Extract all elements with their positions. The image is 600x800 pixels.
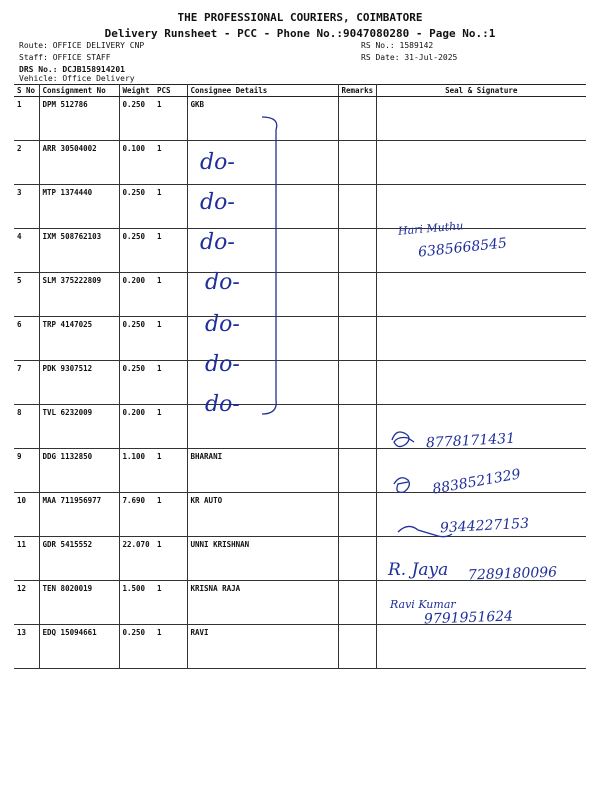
cell-consignment-no: SLM 375222809 <box>39 273 119 317</box>
runsheet-subtitle: Delivery Runsheet - PCC - Phone No.:9047080280 - Page No.:1 <box>104 27 496 40</box>
ditto-mark-row-8: do- <box>205 392 240 417</box>
cell-pcs: 1 <box>154 97 187 141</box>
cell-pcs: 1 <box>154 317 187 361</box>
cell-weight: 7.690 <box>119 493 154 537</box>
cell-consignment-no: IXM 508762103 <box>39 229 119 273</box>
cell-sno: 2 <box>14 141 39 185</box>
signature-phone-row-9: 8778171431 <box>425 430 516 452</box>
cell-pcs: 1 <box>154 405 187 449</box>
cell-sno: 9 <box>14 449 39 493</box>
cell-weight: 22.070 <box>119 537 154 581</box>
staff-text: Staff: OFFICE STAFF <box>19 53 111 62</box>
cell-consignee: UNNI KRISHNAN <box>187 537 338 581</box>
ditto-mark-row-2: do- <box>200 150 235 175</box>
cell-weight: 0.200 <box>119 405 154 449</box>
cell-sno: 10 <box>14 493 39 537</box>
cell-pcs: 1 <box>154 537 187 581</box>
cell-consignee: RAVI <box>187 625 338 669</box>
cell-consignee: KRISNA RAJA <box>187 581 338 625</box>
signature-scribble-10 <box>394 478 409 493</box>
cell-sno: 5 <box>14 273 39 317</box>
cell-sno: 1 <box>14 97 39 141</box>
cell-consignee: GKB <box>187 97 338 141</box>
signature-phone-row-10: 8838521329 <box>431 466 522 498</box>
cell-consignment-no: DPM 512786 <box>39 97 119 141</box>
signature-phone-row-11: 9344227153 <box>439 515 530 537</box>
cell-weight: 0.250 <box>119 317 154 361</box>
signature-name-row-13: Ravi Kumar <box>390 598 456 611</box>
cell-sno: 8 <box>14 405 39 449</box>
cell-consignment-no: TEN 8020019 <box>39 581 119 625</box>
cell-weight: 0.100 <box>119 141 154 185</box>
cell-consignment-no: PDK 9307512 <box>39 361 119 405</box>
cell-pcs: 1 <box>154 141 187 185</box>
cell-sno: 13 <box>14 625 39 669</box>
cell-consignment-no: TVL 6232009 <box>39 405 119 449</box>
cell-sno: 3 <box>14 185 39 229</box>
signature-phone-row-4: 6385668545 <box>417 235 508 261</box>
page-title: THE PROFESSIONAL COURIERS, COIMBATORE <box>177 11 423 24</box>
cell-consignment-no: MTP 1374440 <box>39 185 119 229</box>
cell-pcs: 1 <box>154 229 187 273</box>
col-header-signature: Seal & Signature <box>376 85 586 97</box>
ditto-bracket <box>262 117 277 414</box>
cell-pcs: 1 <box>154 273 187 317</box>
cell-sno: 12 <box>14 581 39 625</box>
cell-pcs: 1 <box>154 361 187 405</box>
cell-consignment-no: ARR 30504002 <box>39 141 119 185</box>
signature-name-row-4: Hari Muthu <box>397 219 464 238</box>
cell-weight: 1.500 <box>119 581 154 625</box>
col-header-remarks: Remarks <box>338 85 376 97</box>
cell-weight: 1.100 <box>119 449 154 493</box>
ditto-mark-row-6: do- <box>205 312 240 337</box>
cell-consignment-no: TRP 4147025 <box>39 317 119 361</box>
cell-weight: 0.250 <box>119 229 154 273</box>
cell-weight: 0.200 <box>119 273 154 317</box>
cell-sno: 4 <box>14 229 39 273</box>
ditto-mark-row-4: do- <box>200 230 235 255</box>
cell-consignment-no: EDQ 15094661 <box>39 625 119 669</box>
cell-pcs: 1 <box>154 449 187 493</box>
cell-weight: 0.250 <box>119 97 154 141</box>
ditto-mark-row-5: do- <box>205 270 240 295</box>
rs-date: RS Date: 31-Jul-2025 <box>361 53 458 62</box>
signature-phone-row-12: 7289180096 <box>467 564 558 584</box>
cell-pcs: 1 <box>154 493 187 537</box>
cell-consignee: BHARANI <box>187 449 338 493</box>
cell-pcs: 1 <box>154 625 187 669</box>
cell-consignment-no: MAA 711956977 <box>39 493 119 537</box>
cell-weight: 0.250 <box>119 361 154 405</box>
cell-sno: 11 <box>14 537 39 581</box>
drs-number: DRS No.: DCJB158914201 <box>19 65 125 74</box>
cell-sno: 6 <box>14 317 39 361</box>
ditto-mark-row-3: do- <box>200 190 235 215</box>
col-header-pcs: PCS <box>154 85 187 97</box>
route-text: Route: OFFICE DELIVERY CNP <box>19 41 145 50</box>
cell-consignment-no: GDR 5415552 <box>39 537 119 581</box>
ditto-mark-row-7: do- <box>205 352 240 377</box>
cell-weight: 0.250 <box>119 625 154 669</box>
signature-phone-row-13: 9791951624 <box>423 608 514 628</box>
col-header-consignment: Consignment No <box>39 85 119 97</box>
cell-consignment-no: DDG 1132850 <box>39 449 119 493</box>
rs-number: RS No.: 1589142 <box>361 41 434 50</box>
signature-scribble-9 <box>392 432 414 447</box>
signature-name-row-12: R. Jaya <box>388 560 449 580</box>
col-header-consignee: Consignee Details <box>187 85 338 97</box>
vehicle-text: Vehicle: Office Delivery <box>19 74 135 83</box>
col-header-sno: S No <box>14 85 39 97</box>
cell-pcs: 1 <box>154 581 187 625</box>
cell-sno: 7 <box>14 361 39 405</box>
cell-pcs: 1 <box>154 185 187 229</box>
cell-consignee: KR AUTO <box>187 493 338 537</box>
cell-weight: 0.250 <box>119 185 154 229</box>
col-header-weight: Weight <box>119 85 154 97</box>
